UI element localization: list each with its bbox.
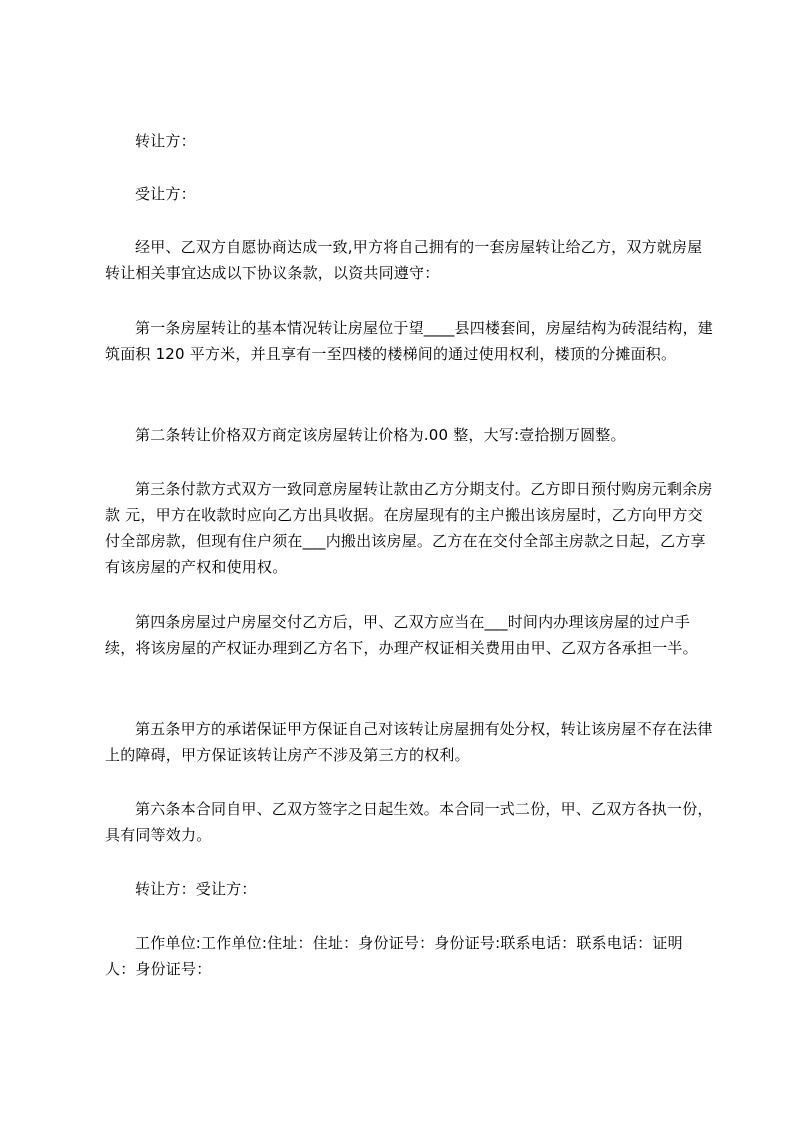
article-3-paragraph: 第三条付款方式双方一致同意房屋转让款由乙方分期支付。乙方即日预付购房元剩余房款 元，甲方在收款时应向乙方出具收据。在房屋现有的主户搬出该房屋时，乙方向甲方交付全部房款，但现有住户须在___内搬出该房屋。乙方在在交付全部主房款之日起，乙方享有该房屋的产权和使用权。: [105, 480, 713, 576]
article-2-paragraph: 第二条转让价格双方商定该房屋转让价格为.00 整，大写:壹拾捌万圆整。: [135, 426, 626, 444]
article-1-paragraph: 第一条房屋转让的基本情况转让房屋位于望____县四楼套间，房屋结构为砖混结构，建筑面积 120 平方米，并且享有一至四楼的楼梯间的通过使用权利，楼顶的分摊面积。: [105, 319, 714, 363]
details-line: 工作单位:工作单位:住址：住址：身份证号：身份证号:联系电话：联系电话：证明人：身份证号：: [105, 934, 683, 978]
article-4-paragraph: 第四条房屋过户房屋交付乙方后，甲、乙双方应当在___时间内办理该房屋的过户手续，将该房屋的产权证办理到乙方名下，办理产权证相关费用由甲、乙双方各承担一半。: [105, 613, 698, 657]
transferor-label: 转让方：: [135, 132, 196, 150]
signature-line: 转让方：受让方：: [135, 880, 257, 898]
article-6-paragraph: 第六条本合同自甲、乙双方签字之日起生效。本合同一式二份，甲、乙双方各执一份，具有同等效力。: [105, 800, 713, 844]
intro-paragraph: 经甲、乙双方自愿协商达成一致,甲方将自己拥有的一套房屋转让给乙方，双方就房屋转让相关事宜达成以下协议条款，以资共同遵守：: [105, 238, 703, 282]
transferee-label: 受让方：: [135, 185, 196, 203]
article-5-paragraph: 第五条甲方的承诺保证甲方保证自己对该转让房屋拥有处分权，转让该房屋不存在法律上的障碍，甲方保证该转让房产不涉及第三方的权利。: [105, 720, 713, 764]
